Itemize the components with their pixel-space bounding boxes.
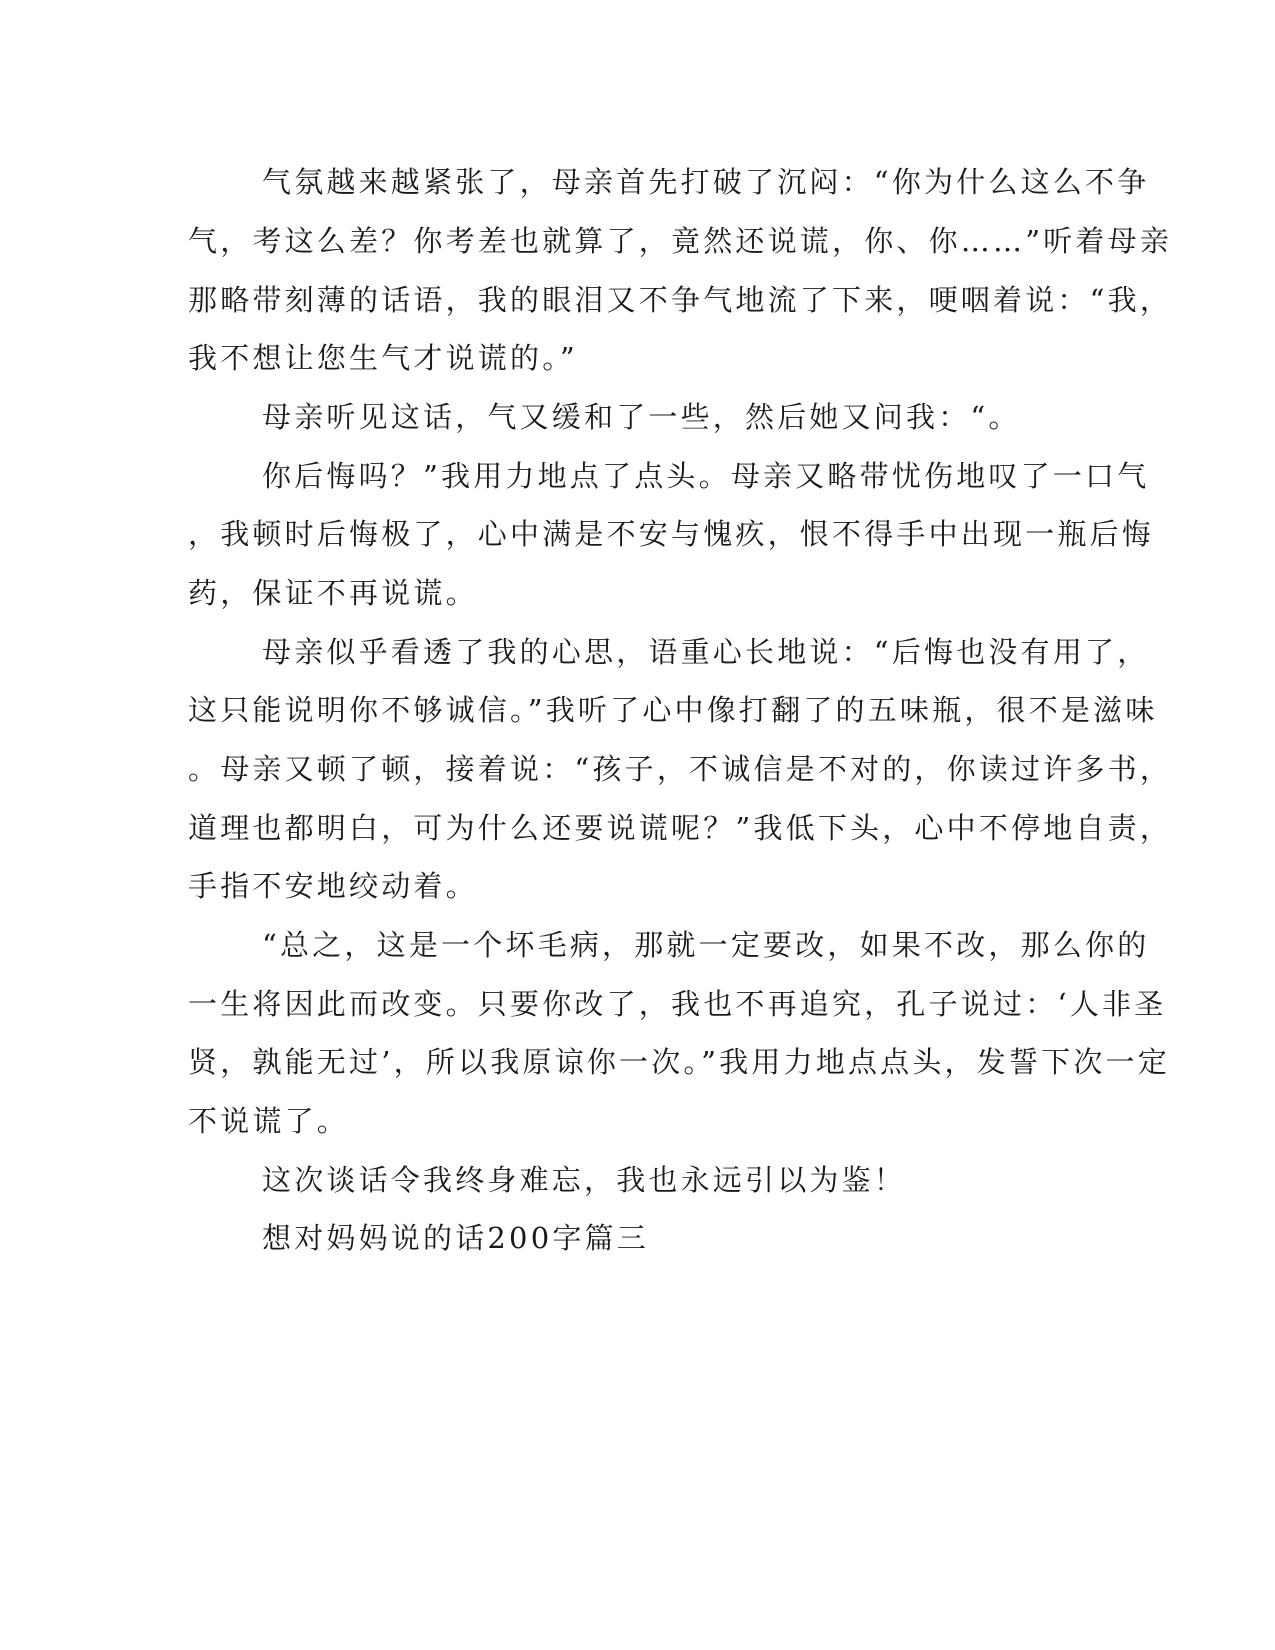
paragraph-4-line-3: 。母亲又顿了顿，接着说：“孩子，不诚信是不对的，你读过许多书，	[188, 752, 1173, 786]
paragraph-3-line-3: 药，保证不再说谎。	[188, 576, 478, 610]
paragraph-5-line-4: 不说谎了。	[188, 1104, 350, 1138]
section-heading: 想对妈妈说的话200字篇三	[262, 1221, 649, 1255]
paragraph-6-line-1: 这次谈话令我终身难忘，我也永远引以为鉴！	[262, 1163, 907, 1197]
paragraph-4-line-4: 道理也都明白，可为什么还要说谎呢？”我低下头，心中不停地自责，	[188, 811, 1173, 845]
paragraph-1-line-3: 那略带刻薄的话语，我的眼泪又不争气地流了下来，哽咽着说：“我，	[188, 283, 1173, 317]
paragraph-5-line-2: 一生将因此而改变。只要你改了，我也不再追究，孔子说过：‘人非圣	[188, 987, 1167, 1021]
paragraph-4-line-5: 手指不安地绞动着。	[188, 869, 478, 903]
paragraph-1-line-2: 气，考这么差？你考差也就算了，竟然还说谎，你、你……”听着母亲	[188, 224, 1173, 258]
paragraph-2-line-1: 母亲听见这话，气又缓和了一些，然后她又问我：“。	[262, 400, 1021, 434]
paragraph-5-line-3: 贤，孰能无过’，所以我原谅你一次。”我用力地点点头，发誓下次一定	[188, 1045, 1170, 1079]
paragraph-3-line-2: ，我顿时后悔极了，心中满是不安与愧疚，恨不得手中出现一瓶后悔	[188, 517, 1155, 551]
paragraph-3-line-1: 你后悔吗？”我用力地点了点头。母亲又略带忧伤地叹了一口气	[262, 459, 1150, 493]
paragraph-4-line-2: 这只能说明你不够诚信。”我听了心中像打翻了的五味瓶，很不是滋味	[188, 693, 1158, 727]
paragraph-1-line-4: 我不想让您生气才说谎的。”	[188, 341, 578, 375]
paragraph-1-line-1: 气氛越来越紧张了，母亲首先打破了沉闷：“你为什么这么不争	[262, 165, 1150, 199]
paragraph-4-line-1: 母亲似乎看透了我的心思，语重心长地说：“后悔也没有用了，	[262, 635, 1150, 669]
paragraph-5-line-1: “总之，这是一个坏毛病，那就一定要改，如果不改，那么你的	[262, 928, 1150, 962]
